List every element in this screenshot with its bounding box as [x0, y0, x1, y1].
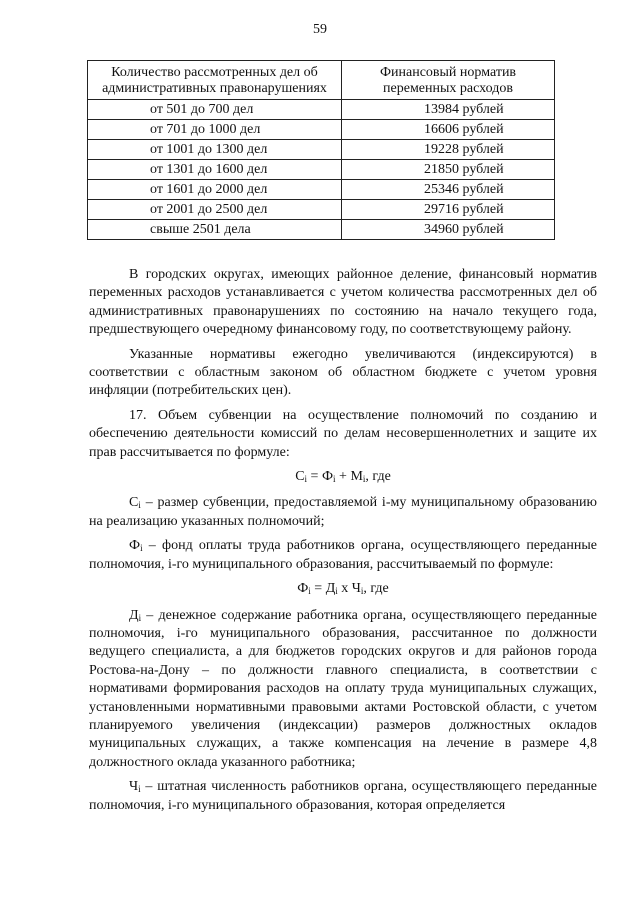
formula-subscript: i	[333, 474, 336, 485]
table-header-row	[88, 61, 555, 100]
cases-range-cell: от 2001 до 2500 дел	[88, 200, 342, 220]
formula-subscript: i	[308, 586, 311, 597]
norm-value-cell: 19228 рублей	[342, 140, 555, 160]
norm-value-cell: 16606 рублей	[342, 120, 555, 140]
formula-symbol: Д	[325, 581, 336, 597]
formula-symbol: Ф	[321, 469, 334, 485]
definition-symbol: Ф	[129, 538, 141, 554]
formula-symbol: Ч	[351, 581, 361, 597]
table-row	[88, 200, 555, 220]
cases-range-cell: от 501 до 700 дел	[88, 100, 342, 120]
formula-operator: =	[307, 469, 322, 485]
formula-payroll	[89, 580, 597, 598]
norm-value-cell: 34960 рублей	[342, 220, 555, 240]
formula-symbol: C	[295, 469, 305, 485]
table-row	[88, 220, 555, 240]
formula-symbol: Ф	[297, 581, 309, 597]
table-row	[88, 120, 555, 140]
formula-subscript: i	[362, 474, 366, 485]
formula-subscript: i	[360, 586, 364, 597]
definition-fi	[89, 537, 597, 574]
body-text	[89, 266, 597, 821]
formula-symbol: М	[350, 469, 363, 485]
table-row	[88, 100, 555, 120]
formula-operator: x	[337, 581, 352, 597]
norms-table	[87, 60, 555, 240]
norm-value-cell: 21850 рублей	[342, 160, 555, 180]
formula-subvention	[89, 468, 597, 486]
definition-symbol: Ч	[129, 779, 139, 795]
formula-operator: =	[310, 581, 326, 597]
definition-chi	[89, 778, 597, 815]
formula-subscript: i	[304, 474, 308, 485]
norm-value-cell: 25346 рублей	[342, 180, 555, 200]
norm-value-cell: 29716 рублей	[342, 200, 555, 220]
table-row	[88, 140, 555, 160]
definition-symbol: C	[129, 495, 139, 511]
paragraph-indexation: Указанные нормативы ежегодно увеличиваются (индексируются) в соответствии с областным законом об областном бюджете с учетом уровня инфляции (потребительских цен).	[89, 346, 597, 399]
norm-value-cell: 13984 рублей	[342, 100, 555, 120]
paragraph-districts: В городских округах, имеющих районное деление, финансовый норматив переменных расходов устанавливается с учетом количества рассмотренных дел об административных правонарушениях по состоянию на начало текущего года, предшествующего очередному финансовому году, по соответствующему району.	[89, 267, 597, 338]
cases-range-cell: от 1601 до 2000 дел	[88, 180, 342, 200]
definition-subscript: i	[138, 784, 141, 795]
definition-subscript: i	[138, 500, 141, 511]
formula-subscript: i	[335, 586, 338, 597]
formula-tail: , где	[365, 469, 391, 485]
cases-range-cell: от 1001 до 1300 дел	[88, 140, 342, 160]
definition-text: – денежное содержание работника органа, осуществляющего переданные полномочия, i-го муниципального образования, рассчитанное по должности ведущего специалиста, а для бюджетов городских округов и для районов города Ростова-на-Дону – по должности главного специалиста, в соответствии с нормативами формирования расходов на оплату труда муниципальных служащих, установленными нормативными правовыми актами Ростовской области, с учетом планируемого увеличения (индексации) размеров должностных окладов муниципальных служащих, а также компенсация на лечение в размере 4,8 должностного оклада указанного работника;	[89, 607, 597, 770]
definition-text: – фонд оплаты труда работников органа, осуществляющего переданные полномочия, i-го муниципального образования, рассчитываемый по формуле:	[89, 538, 597, 572]
formula-tail: , где	[363, 581, 389, 597]
definition-text: – размер субвенции, предоставляемой i-му муниципальному образованию на реализацию указанных полномочий;	[89, 495, 597, 529]
cases-range-cell: от 1301 до 1600 дел	[88, 160, 342, 180]
page-number: 59	[313, 22, 327, 37]
definition-subscript: i	[138, 612, 142, 623]
formula-operator: +	[335, 469, 351, 485]
definition-symbol: Д	[129, 607, 139, 623]
table-row	[88, 180, 555, 200]
definition-text: – штатная численность работников органа, осуществляющего переданные полномочия, i-го муниципального образования, которая определяется	[89, 779, 597, 813]
table-row	[88, 160, 555, 180]
cases-range-cell: от 701 до 1000 дел	[88, 120, 342, 140]
header-cases-count: Количество рассмотренных дел об административных правонарушениях	[88, 61, 342, 100]
header-financial-norm: Финансовый норматив переменных расходов	[342, 61, 555, 100]
definition-ci	[89, 494, 597, 531]
paragraph-item-17: 17. Объем субвенции на осуществление полномочий по созданию и обеспечению деятельности комиссий по делам несовершеннолетних и защите их прав рассчитывается по формуле:	[89, 407, 597, 460]
cases-range-cell: свыше 2501 дела	[88, 220, 342, 240]
definition-subscript: i	[140, 543, 143, 554]
definition-di	[89, 607, 597, 773]
